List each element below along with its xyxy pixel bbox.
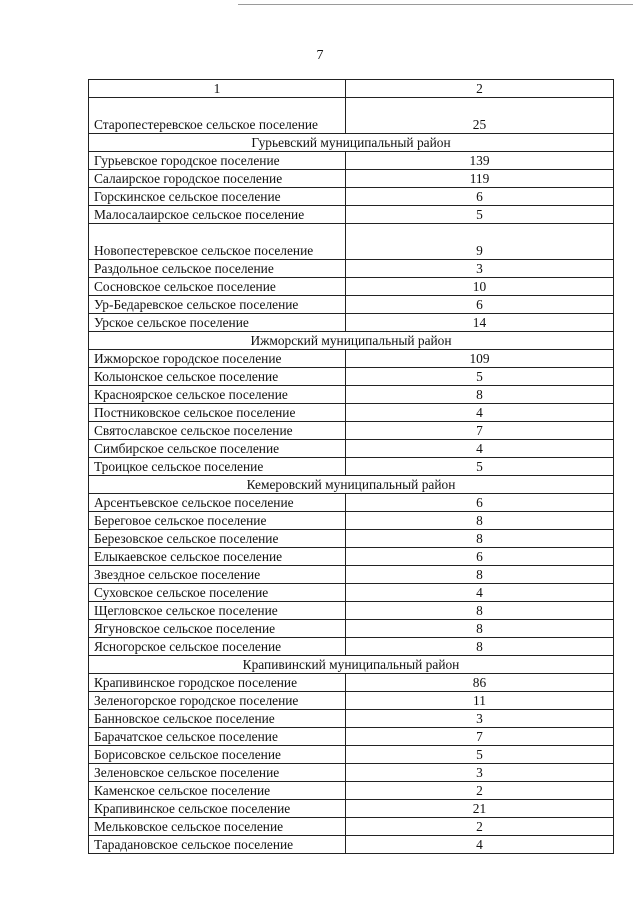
settlement-value: 8 (346, 638, 614, 656)
table-row (89, 638, 614, 656)
settlement-name-text: Троицкое сельское поселение (94, 459, 264, 474)
district-header-row (89, 656, 614, 674)
settlement-value: 25 (346, 98, 614, 134)
settlement-value: 8 (346, 566, 614, 584)
settlement-name (89, 800, 346, 818)
settlement-name-text: Святославское сельское поселение (94, 423, 293, 438)
settlement-name (89, 746, 346, 764)
settlement-value: 3 (346, 764, 614, 782)
settlement-name-text: Арсентьевское сельское поселение (94, 495, 294, 510)
settlement-name (89, 818, 346, 836)
table-row (89, 296, 614, 314)
settlement-name (89, 152, 346, 170)
table-row (89, 566, 614, 584)
settlement-name (89, 296, 346, 314)
settlement-value: 6 (346, 188, 614, 206)
table-row (89, 548, 614, 566)
settlement-name-text: Елыкаевское сельское поселение (94, 549, 283, 564)
settlement-name (89, 224, 346, 260)
table-row (89, 224, 614, 260)
settlement-value: 11 (346, 692, 614, 710)
settlement-value: 109 (346, 350, 614, 368)
district-header-row (89, 332, 614, 350)
settlement-value: 5 (346, 458, 614, 476)
settlement-value: 7 (346, 728, 614, 746)
settlement-name-text: Зеленовское сельское поселение (94, 765, 280, 780)
settlement-value: 4 (346, 440, 614, 458)
table-row (89, 404, 614, 422)
settlement-value: 2 (346, 782, 614, 800)
settlement-name-text: Звездное сельское поселение (94, 567, 261, 582)
settlements-table (88, 79, 614, 854)
settlement-value: 5 (346, 368, 614, 386)
settlement-name-text: Крапивинское сельское поселение (94, 801, 291, 816)
settlement-name-text: Постниковское сельское поселение (94, 405, 296, 420)
settlement-name-text: Березовское сельское поселение (94, 531, 279, 546)
settlement-value: 5 (346, 746, 614, 764)
settlement-name (89, 584, 346, 602)
settlement-value: 3 (346, 260, 614, 278)
district-header-row (89, 476, 614, 494)
table-row (89, 350, 614, 368)
settlement-name (89, 458, 346, 476)
settlement-name-text: Ижморское городское поселение (94, 351, 282, 366)
settlement-name (89, 566, 346, 584)
table-row (89, 818, 614, 836)
table-row (89, 530, 614, 548)
settlement-name (89, 206, 346, 224)
settlement-value: 8 (346, 386, 614, 404)
settlement-name-text: Барачатское сельское поселение (94, 729, 278, 744)
table-row (89, 674, 614, 692)
settlement-value: 4 (346, 404, 614, 422)
table-row (89, 494, 614, 512)
table-row (89, 368, 614, 386)
settlement-name (89, 764, 346, 782)
settlement-name (89, 728, 346, 746)
settlement-name (89, 674, 346, 692)
table-row (89, 386, 614, 404)
settlement-value: 21 (346, 800, 614, 818)
settlement-value: 7 (346, 422, 614, 440)
settlement-name (89, 98, 346, 134)
table-row (89, 836, 614, 854)
settlement-value: 10 (346, 278, 614, 296)
settlement-name-text: Каменское сельское поселение (94, 783, 271, 798)
settlement-name-text: Береговое сельское поселение (94, 513, 267, 528)
settlement-value: 86 (346, 674, 614, 692)
table-row (89, 764, 614, 782)
settlement-name (89, 350, 346, 368)
settlement-name (89, 494, 346, 512)
table-row (89, 422, 614, 440)
settlement-name-text: Раздольное сельское поселение (94, 261, 274, 276)
settlement-name (89, 548, 346, 566)
table-header-row (89, 80, 614, 98)
page-number: 7 (316, 48, 324, 63)
settlement-name-text: Колыонское сельское поселение (94, 369, 279, 384)
settlement-value: 2 (346, 818, 614, 836)
table-body (89, 80, 614, 854)
settlement-name (89, 260, 346, 278)
settlement-name (89, 422, 346, 440)
settlement-name (89, 278, 346, 296)
table-row (89, 206, 614, 224)
settlement-name (89, 530, 346, 548)
settlement-value: 139 (346, 152, 614, 170)
settlement-name-text: Красноярское сельское поселение (94, 387, 288, 402)
settlement-name-text: Симбирское сельское поселение (94, 441, 280, 456)
district-name: Крапивинский муниципальный район (89, 656, 614, 674)
table-row (89, 188, 614, 206)
settlement-name (89, 188, 346, 206)
settlement-name-text: Крапивинское городское поселение (94, 675, 298, 690)
settlement-value: 6 (346, 548, 614, 566)
settlement-name (89, 638, 346, 656)
settlement-name (89, 440, 346, 458)
settlement-value: 8 (346, 620, 614, 638)
settlement-name-text: Новопестеревское сельское поселение (94, 243, 314, 258)
settlement-value: 5 (346, 206, 614, 224)
settlement-value: 3 (346, 710, 614, 728)
settlement-name-text: Банновское сельское поселение (94, 711, 275, 726)
settlement-value: 4 (346, 584, 614, 602)
table-row (89, 440, 614, 458)
settlement-name-text: Ясногорское сельское поселение (94, 639, 282, 654)
settlement-name-text: Ур-Бедаревское сельское поселение (94, 297, 299, 312)
table-row (89, 278, 614, 296)
settlement-name (89, 692, 346, 710)
settlement-name-text: Щегловское сельское поселение (94, 603, 278, 618)
settlement-name-text: Зеленогорское городское поселение (94, 693, 299, 708)
table-row (89, 746, 614, 764)
settlement-value: 8 (346, 530, 614, 548)
table-row (89, 512, 614, 530)
settlement-name (89, 170, 346, 188)
table-row (89, 692, 614, 710)
settlement-name-text: Тарадановское сельское поселение (94, 837, 294, 852)
settlement-value: 6 (346, 494, 614, 512)
settlement-name (89, 512, 346, 530)
table-row (89, 98, 614, 134)
settlement-name (89, 386, 346, 404)
settlement-name-text: Борисовское сельское поселение (94, 747, 281, 762)
settlement-name-text: Горскинское сельское поселение (94, 189, 281, 204)
table-row (89, 314, 614, 332)
settlement-name-text: Малосалаирское сельское поселение (94, 207, 305, 222)
settlement-value: 14 (346, 314, 614, 332)
table-row (89, 728, 614, 746)
settlement-value: 8 (346, 602, 614, 620)
settlement-name-text: Сосновское сельское поселение (94, 279, 276, 294)
settlement-name (89, 782, 346, 800)
table-row (89, 152, 614, 170)
table-row (89, 602, 614, 620)
settlement-value: 6 (346, 296, 614, 314)
settlement-name (89, 314, 346, 332)
settlement-name-text: Ягуновское сельское поселение (94, 621, 276, 636)
district-name: Кемеровский муниципальный район (89, 476, 614, 494)
settlement-name-text: Гурьевское городское поселение (94, 153, 280, 168)
table-row (89, 710, 614, 728)
table-row (89, 458, 614, 476)
table-row (89, 620, 614, 638)
settlement-value: 9 (346, 224, 614, 260)
settlement-name (89, 620, 346, 638)
settlement-value: 119 (346, 170, 614, 188)
settlement-name (89, 710, 346, 728)
column-header-1: 1 (89, 80, 346, 98)
settlement-name-text: Мельковское сельское поселение (94, 819, 284, 834)
column-header-2: 2 (346, 80, 614, 98)
table-row (89, 800, 614, 818)
settlement-name-text: Старопестеревское сельское поселение (94, 117, 318, 132)
district-name: Ижморский муниципальный район (89, 332, 614, 350)
settlement-name (89, 404, 346, 422)
table-row (89, 260, 614, 278)
settlement-name (89, 836, 346, 854)
settlement-value: 8 (346, 512, 614, 530)
table-row (89, 782, 614, 800)
settlement-name-text: Урское сельское поселение (94, 315, 249, 330)
district-header-row (89, 134, 614, 152)
settlement-name-text: Салаирское городское поселение (94, 171, 283, 186)
district-name: Гурьевский муниципальный район (89, 134, 614, 152)
settlement-value: 4 (346, 836, 614, 854)
settlement-name (89, 602, 346, 620)
top-rule (238, 4, 633, 5)
settlement-name-text: Суховское сельское поселение (94, 585, 269, 600)
table-row (89, 584, 614, 602)
table-row (89, 170, 614, 188)
settlement-name (89, 368, 346, 386)
